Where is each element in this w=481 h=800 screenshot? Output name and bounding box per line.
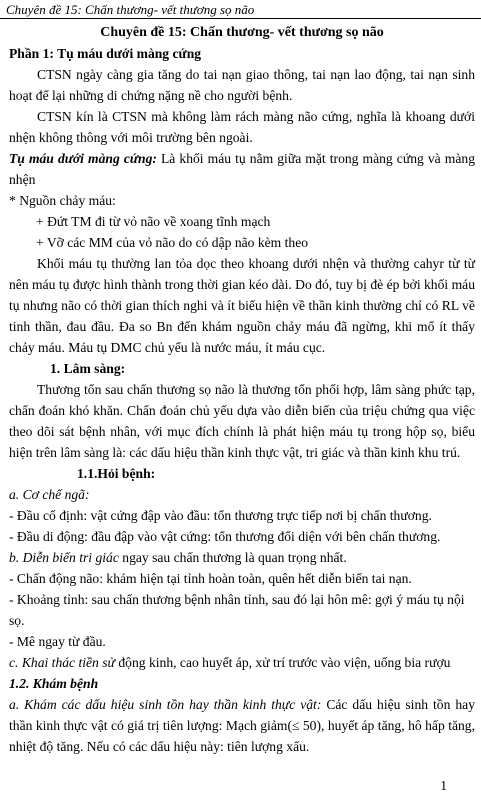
- page-number: 1: [440, 778, 447, 793]
- document-body: [9, 22, 475, 757]
- subsection-a-heading: a. Cơ chế ngã:: [9, 487, 90, 502]
- paragraph-1: CTSN ngày càng gia tăng do tai nạn giao thông, tai nạn lao động, tai nạn sinh hoạt để lại những di chứng nặng nề cho người bệnh.: [9, 67, 475, 103]
- paragraph-4: Thương tổn sau chấn thương sọ não là thương tổn phối hợp, lâm sàng phức tạp, chẩn đoán khó khăn. Chẩn đoán chủ yếu dựa vào diễn biến của triệu chứng qua việc theo dõi sát bệnh nhân, với mục đích chính là phát hiện máu tụ trong hộp sọ, biểu hiện trên lâm sàng là: các dấu hiệu thần kinh thực vật, tri giác và thần kinh khu trú.: [9, 382, 475, 460]
- subsection-b-term: b. Diễn biến tri giác: [9, 550, 119, 565]
- definition-paragraph: [9, 148, 475, 190]
- subsection-b-text: ngay sau chấn thương là quan trọng nhất.: [118, 550, 347, 565]
- subsection-a2-text: Các dấu hiệu sinh tồn hay thần kinh thực vật có giá trị tiên lượng: Mạch giảm(≤ 50), huyết áp tăng, hô hấp tăng, nhiệt độ tăng. Nếu có các dấu hiệu này: tiên lượng xấu.: [9, 697, 475, 754]
- subsection-c-term: c. Khai thác tiền sử: [9, 655, 115, 670]
- list-item: - Khoảng tỉnh: sau chấn thương bệnh nhân tỉnh, sau đó lại hôn mê: gợi ý máu tụ nội sọ.: [9, 592, 465, 628]
- source-item: + Vỡ các MM của vỏ não do có dập não kèm theo: [36, 235, 309, 250]
- section-1-heading: 1. Lâm sàng:: [50, 361, 126, 376]
- subsection-a2: [9, 694, 475, 757]
- section-1-1-heading: 1.1.Hỏi bệnh:: [77, 466, 156, 481]
- running-header: Chuyên đề 15: Chấn thương- vết thương sọ não: [6, 2, 255, 17]
- list-item: - Mê ngay từ đầu.: [9, 634, 106, 649]
- paragraph-3: Khối máu tụ thường lan tỏa dọc theo khoang dưới nhện và thường cahyr từ từ nên máu tụ được hình thành trong thời gian kéo dài. Do đó, tuy bị đè ép bởi khối máu tụ nhưng não có thời gian thích nghi và ít biểu hiện về thần kinh thường chỉ có RL về tinh thần, đau đầu. Đa so Bn đến khám nguồn chảy máu đã ngừng, khi mổ ít thấy chảy máu. Máu tụ DMC chủ yếu là nước máu, ít máu cục.: [9, 256, 475, 355]
- source-item: + Đứt TM đi từ vỏ não về xoang tĩnh mạch: [36, 214, 271, 229]
- definition-text: Là khối máu tụ nằm giữa mặt trong màng cứng và màng nhện: [9, 151, 475, 187]
- list-item: - Đầu cố định: vật cứng đập vào đầu: tổn thương trực tiếp nơi bị chấn thương.: [9, 508, 432, 523]
- document-title: Chuyên đề 15: Chấn thương- vết thương sọ não: [100, 25, 384, 40]
- header-rule: [0, 18, 481, 19]
- part1-heading: Phần 1: Tụ máu dưới màng cứng: [9, 46, 202, 61]
- subsection-a2-term: a. Khám các dấu hiệu sinh tồn hay thần kinh thực vật:: [9, 697, 322, 712]
- definition-term: Tụ máu dưới màng cứng:: [9, 151, 157, 166]
- subsection-c: [9, 652, 475, 673]
- subsection-c-text: động kinh, cao huyết áp, xử trí trước vào viện, uống bia rượu: [114, 655, 451, 670]
- list-item: - Đầu di động: đầu đập vào vật cứng: tổn thương đối diện với bên chấn thương.: [9, 529, 441, 544]
- subsection-b: [9, 547, 475, 568]
- list-item: - Chấn động não: khám hiện tại tỉnh hoàn toàn, quên hết diễn biến tai nạn.: [9, 571, 412, 586]
- source-heading: * Nguồn chảy máu:: [9, 193, 116, 208]
- section-1-2-heading: 1.2. Khám bệnh: [9, 676, 99, 691]
- paragraph-2: CTSN kín là CTSN mà không làm rách màng não cứng, nghĩa là khoang dưới nhện không thông với môi trường bên ngoài.: [9, 109, 475, 145]
